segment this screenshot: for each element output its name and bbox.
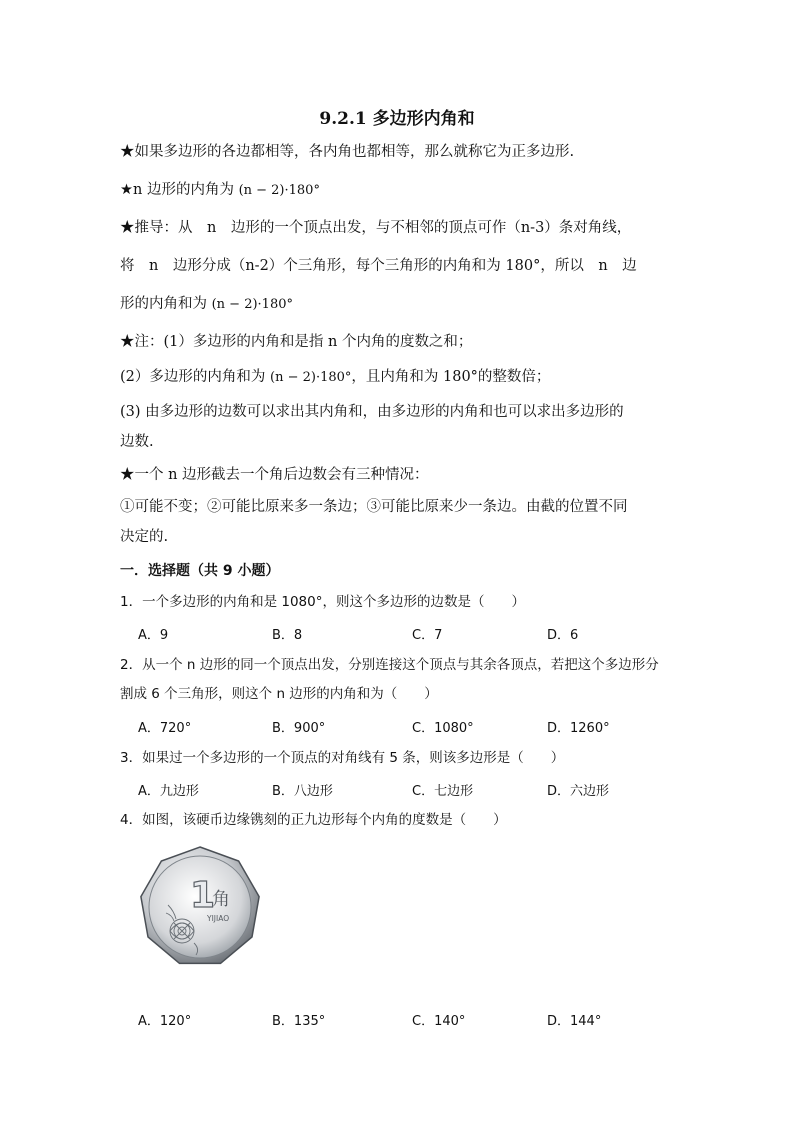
note-label: (2）多边形的内角和为 [120, 369, 266, 385]
note-derivation-line3 [120, 294, 680, 315]
note-remark-2 [120, 367, 680, 388]
question-2-option-a[interactable]: A．720° [138, 721, 192, 736]
question-1-option-d[interactable]: D．6 [547, 628, 579, 643]
question-3-option-c[interactable]: C．七边形 [412, 784, 474, 799]
note-derivation-line1: ★推导：从 n 边形的一个顶点出发，与不相邻的顶点可作（n-3）条对角线， [120, 220, 632, 236]
coin-image [138, 845, 262, 969]
note-cut-corner: ★一个 n 边形截去一个角后边数会有三种情况： [120, 467, 429, 483]
note-label: 形的内角和为 [120, 296, 207, 312]
formula: (n − 2)·180° [211, 297, 293, 312]
question-3-stem: 3．如果过一个多边形的一个顶点的对角线有 5 条，则该多边形是（ ） [120, 750, 565, 766]
page-title: 9.2.1 多边形内角和 [319, 109, 475, 129]
question-4-option-a[interactable]: A．120° [138, 1014, 192, 1029]
note-remark-1: ★注：(1）多边形的内角和是指 n 个内角的度数之和； [120, 334, 473, 350]
question-3-option-b[interactable]: B．八边形 [272, 784, 333, 799]
formula: (n − 2)·180° [238, 183, 320, 198]
question-3-option-a[interactable]: A．九边形 [138, 784, 199, 799]
question-3-option-d[interactable]: D．六边形 [547, 784, 610, 799]
note-cut-cases-line1: ①可能不变；②可能比原来多一条边；③可能比原来少一条边。由截的位置不同 [120, 499, 628, 515]
question-2-option-c[interactable]: C．1080° [412, 721, 474, 736]
question-4-option-d[interactable]: D．144° [547, 1014, 602, 1029]
note-remark-3-line2: 边数. [120, 434, 154, 450]
note-label: ★n 边形的内角为 [120, 182, 234, 198]
section-heading: 一．选择题（共 9 小题） [120, 563, 280, 579]
question-1-option-c[interactable]: C．7 [412, 628, 443, 643]
question-1-stem: 1．一个多边形的内角和是 1080°，则这个多边形的边数是（ ） [120, 594, 525, 610]
question-1-option-b[interactable]: B．8 [272, 628, 303, 643]
note-cut-cases-line2: 决定的. [120, 529, 169, 545]
question-4-option-b[interactable]: B．135° [272, 1014, 326, 1029]
question-2-stem-line2: 割成 6 个三角形，则这个 n 边形的内角和为（ ） [120, 686, 438, 702]
note-remark-3-line1: (3) 由多边形的边数可以求出其内角和，由多边形的内角和也可以求出多边形的 [120, 404, 624, 420]
note-regular-polygon: ★如果多边形的各边都相等，各内角也都相等，那么就称它为正多边形. [120, 144, 575, 160]
question-1-option-a[interactable]: A．9 [138, 628, 169, 643]
question-2-stem-line1: 2．从一个 n 边形的同一个顶点出发，分别连接这个顶点与其余各顶点，若把这个多边形分 [120, 657, 659, 673]
question-4-option-c[interactable]: C．140° [412, 1014, 466, 1029]
note-derivation-line2: 将 n 边形分成（n-2）个三角形，每个三角形的内角和为 180°，所以 n 边 [120, 258, 637, 274]
question-4-stem: 4．如图，该硬币边缘镌刻的正九边形每个内角的度数是（ ） [120, 812, 507, 828]
note-interior-angle [120, 180, 680, 201]
formula: (n − 2)·180° [270, 370, 352, 385]
note-suffix: ，且内角和为 180°的整数倍； [351, 369, 551, 385]
coin-pinyin: YIJIAO [207, 914, 230, 923]
question-2-option-d[interactable]: D．1260° [547, 721, 610, 736]
coin-denomination: 1 [190, 875, 216, 916]
question-2-option-b[interactable]: B．900° [272, 721, 326, 736]
coin-character: 角 [212, 889, 230, 910]
